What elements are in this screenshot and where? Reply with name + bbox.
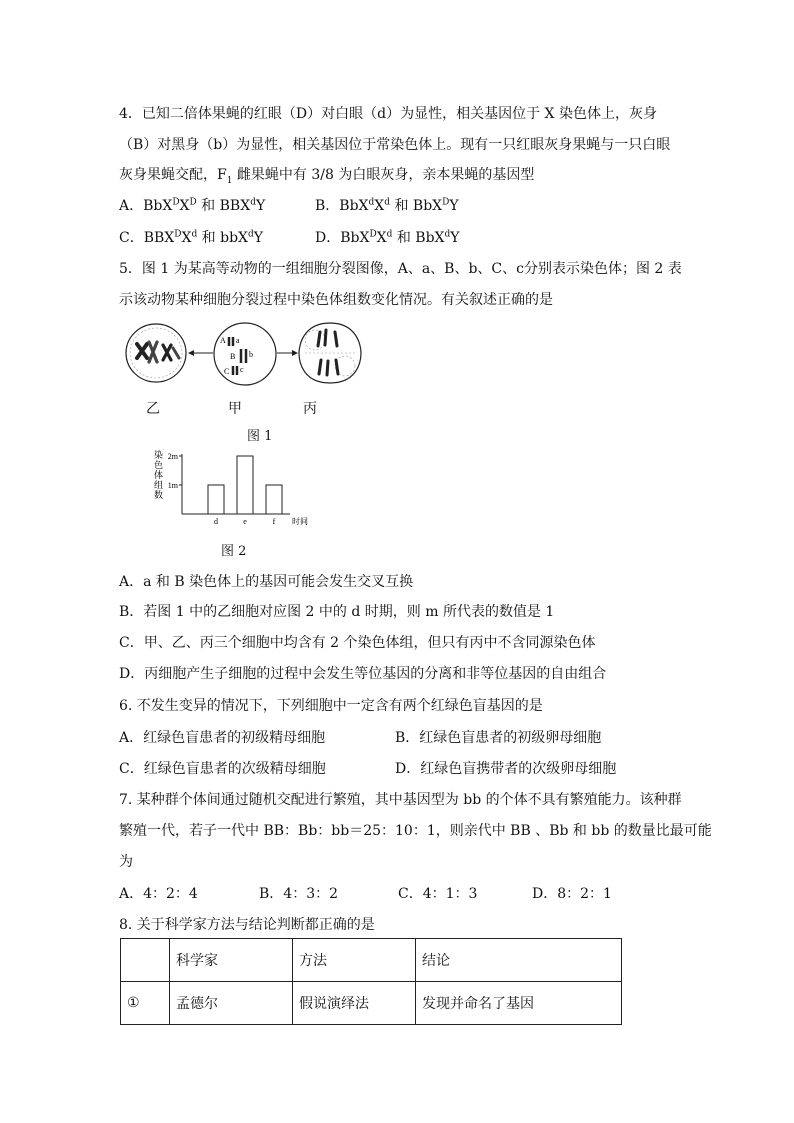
q5-option-d[interactable]: D．丙细胞产生子细胞的过程中会发生等位基因的分离和非等位基因的自由组合 — [119, 666, 607, 682]
q4-line-1: 4．已知二倍体果蝇的红眼（D）对白眼（d）为显性，相关基因位于 X 染色体上，灰身 — [119, 106, 657, 122]
table-header-row — [121, 939, 622, 982]
q6-option-a[interactable]: A．红绿色盲患者的初级精母细胞 — [119, 730, 326, 746]
q7-line-2: 繁殖一代，若子一代中 BB：Bb：bb＝25：10：1，则亲代中 BB 、Bb 和 bb 的数量比最可能 — [119, 823, 712, 839]
q8-stem: 8. 关于科学家方法与结论判断都正确的是 — [119, 917, 375, 933]
row-method: 假说演绎法 — [293, 982, 416, 1025]
x-tick-label: f — [272, 517, 276, 526]
q4-line-3: 灰身果蝇交配，$F_1$ 雌果蝇中有 3/8 为白眼灰身，亲本果蝇的基因型 — [119, 167, 535, 186]
svg-text:c: c — [240, 365, 244, 374]
svg-text:C: C — [224, 367, 230, 376]
y-axis-label-char: 色 — [154, 461, 164, 471]
y-axis-label-char: 染 — [154, 451, 164, 461]
header-index — [121, 939, 170, 982]
x-tick-label: d — [214, 517, 218, 526]
row-conclusion: 发现并命名了基因 — [416, 982, 622, 1025]
cell-yi — [126, 324, 186, 382]
q6-option-b[interactable]: B．红绿色盲患者的初级卵母细胞 — [395, 730, 602, 746]
q4-option-b[interactable]: B．$BbX^dX^d$ 和 BbX$^D$Y — [315, 197, 459, 214]
q4-line-2: （B）对黑身（b）为显性，相关基因位于常染色体上。现有一只红眼灰身果蝇与一只白眼 — [119, 137, 671, 153]
q5-option-c[interactable]: C．甲、乙、丙三个细胞中均含有 2 个染色体组，但只有丙中不含同源染色体 — [119, 635, 596, 651]
q7-option-d[interactable]: D．8：2：1 — [532, 886, 612, 902]
row-index: ① — [121, 982, 170, 1025]
y-tick-label: 2m — [167, 452, 178, 461]
q4-option-c[interactable]: C．$BBX^DX^d$ 和 bbX$^d$Y — [119, 229, 264, 246]
row-scientist: 孟德尔 — [170, 982, 293, 1025]
y-axis-label-char: 数 — [154, 491, 164, 501]
cell-bing — [299, 323, 361, 383]
q6-option-c[interactable]: C．红绿色盲患者的次级精母细胞 — [119, 761, 326, 777]
svg-text:B: B — [230, 352, 236, 361]
q6-option-d[interactable]: D．红绿色盲携带者的次级卵母细胞 — [395, 761, 617, 777]
q6-stem: 6. 不发生变异的情况下，下列细胞中一定含有两个红绿色盲基因的是 — [119, 698, 543, 714]
q7-option-c[interactable]: C．4：1：3 — [398, 886, 478, 902]
cell-label-jia: 甲 — [228, 401, 242, 417]
svg-text:b: b — [249, 350, 253, 359]
q4-option-d[interactable]: D．$BbX^DX^d$ 和 BbX$^d$Y — [315, 229, 460, 246]
q5-line-1: 5．图 1 为某高等动物的一组细胞分裂图像，A、a、B、b、C、c分别表示染色体；图 2 表 — [119, 261, 682, 277]
table-row — [121, 982, 622, 1025]
bar-d — [208, 485, 224, 514]
header-scientist: 科学家 — [170, 939, 293, 982]
q5-option-b[interactable]: B．若图 1 中的乙细胞对应图 2 中的 d 时期，则 m 所代表的数值是 1 — [119, 604, 555, 620]
figure-1-cells — [125, 318, 365, 418]
q5-option-a[interactable]: A．a 和 B 染色体上的基因可能会发生交叉互换 — [119, 574, 414, 590]
cell-label-yi: 乙 — [146, 401, 160, 417]
bar-f — [266, 485, 282, 514]
cell-label-bing: 丙 — [303, 401, 317, 417]
header-conclusion: 结论 — [416, 939, 622, 982]
cell-jia — [214, 323, 276, 385]
q5-line-2: 示该动物某种细胞分裂过程中染色体组数变化情况。有关叙述正确的是 — [119, 292, 553, 308]
q4-option-a[interactable]: A．$BbX^DX^D$ 和 BBX$^d$Y — [119, 197, 266, 214]
header-method: 方法 — [293, 939, 416, 982]
x-axis-label: 时间 — [292, 517, 308, 526]
y-axis-label-char: 组 — [154, 481, 164, 491]
q7-option-a[interactable]: A．4：2：4 — [119, 886, 198, 902]
figure-2-chart — [150, 448, 330, 532]
figure-1-caption: 图 1 — [247, 429, 273, 444]
q7-line-1: 7. 某种群个体间通过随机交配进行繁殖，其中基因型为 bb 的个体不具有繁殖能力。该种群 — [119, 792, 682, 808]
bar-e — [237, 456, 253, 514]
svg-text:A: A — [220, 336, 226, 345]
y-axis-label-char: 体 — [154, 471, 164, 481]
scientist-table — [120, 938, 622, 1025]
svg-text:a: a — [236, 336, 240, 345]
x-tick-label: e — [243, 517, 247, 526]
q7-line-3: 为 — [119, 854, 133, 870]
y-tick-label: 1m — [167, 481, 178, 490]
q7-option-b[interactable]: B．4：3：2 — [259, 886, 339, 902]
figure-2-caption: 图 2 — [221, 544, 247, 559]
